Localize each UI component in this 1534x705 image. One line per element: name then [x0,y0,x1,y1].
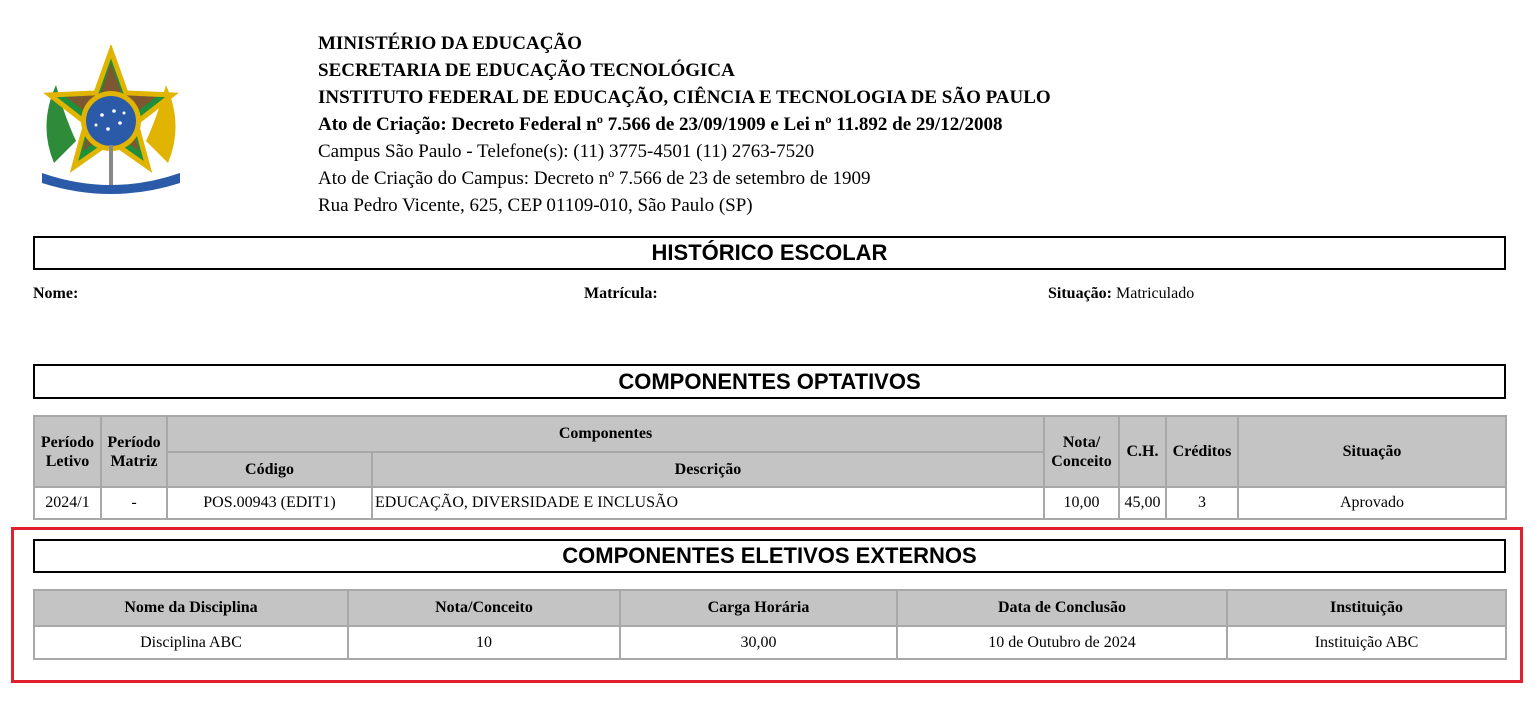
student-name-field [33,285,78,303]
student-situacao-label: Situação: [1048,285,1112,302]
header-descricao: Descrição [372,452,1044,487]
cell-ch: 45,00 [1119,487,1166,519]
header-data-conclusao: Data de Conclusão [897,590,1227,626]
cell-periodo-letivo: 2024/1 [34,487,101,519]
optativos-table [33,415,1507,520]
student-matricula-label: Matrícula: [584,285,658,302]
cell-nota: 10,00 [1044,487,1119,519]
cell-creditos: 3 [1166,487,1238,519]
cell-situacao: Aprovado [1238,487,1506,519]
eletivos-table [33,589,1507,660]
header-nota-line1: Nota/ [1062,433,1101,451]
header-periodo-matriz-line2: Matriz [110,452,158,470]
header-nome-disciplina: Nome da Disciplina [34,590,348,626]
header-line-campus-phone: Campus São Paulo - Telefone(s): (11) 3775-4501 (11) 2763-7520 [318,141,815,162]
header-carga-horaria: Carga Horária [620,590,897,626]
cell-nome-disciplina: Disciplina ABC [34,626,348,659]
student-matricula-field [584,285,658,303]
header-instituicao: Instituição [1227,590,1506,626]
institution-header [318,30,1051,219]
header-periodo-letivo-line2: Letivo [45,452,90,470]
header-nota-conceito-eletivo: Nota/Conceito [348,590,620,626]
cell-instituicao: Instituição ABC [1227,626,1506,659]
header-line-creation-act: Ato de Criação: Decreto Federal nº 7.566 de 23/09/1909 e Lei nº 11.892 de 29/12/2008 [318,114,1003,135]
header-line-secretariat: SECRETARIA DE EDUCAÇÃO TECNOLÓGICA [318,60,735,81]
historico-title: HISTÓRICO ESCOLAR [33,236,1506,270]
cell-carga-horaria: 30,00 [620,626,897,659]
student-situacao-field [1048,285,1194,303]
header-line-institute: INSTITUTO FEDERAL DE EDUCAÇÃO, CIÊNCIA E TECNOLOGIA DE SÃO PAULO [318,87,1051,108]
header-periodo-letivo [34,416,101,487]
student-situacao-value: Matriculado [1116,285,1195,302]
header-nota-conceito [1044,416,1119,487]
cell-descricao: EDUCAÇÃO, DIVERSIDADE E INCLUSÃO [372,487,1044,519]
cell-nota-eletivo: 10 [348,626,620,659]
header-periodo-matriz-line1: Período [107,433,161,451]
header-line-ministry: MINISTÉRIO DA EDUCAÇÃO [318,33,582,54]
student-name-label: Nome: [33,285,79,302]
header-codigo: Código [167,452,372,487]
header-componentes: Componentes [167,416,1044,452]
table-row [34,626,1506,659]
header-periodo-letivo-line1: Período [40,433,95,451]
header-ch: C.H. [1119,416,1166,487]
brazil-coat-of-arms-icon [34,45,188,197]
header-periodo-matriz [101,416,167,487]
cell-periodo-matriz: - [101,487,167,519]
header-line-campus-act: Ato de Criação do Campus: Decreto nº 7.566 de 23 de setembro de 1909 [318,168,871,189]
table-row [34,487,1506,519]
header-line-address: Rua Pedro Vicente, 625, CEP 01109-010, São Paulo (SP) [318,195,753,216]
header-creditos: Créditos [1166,416,1238,487]
eletivos-title: COMPONENTES ELETIVOS EXTERNOS [33,539,1506,573]
cell-codigo: POS.00943 (EDIT1) [167,487,372,519]
header-situacao: Situação [1238,416,1506,487]
optativos-title: COMPONENTES OPTATIVOS [33,364,1506,399]
cell-data-conclusao: 10 de Outubro de 2024 [897,626,1227,659]
header-nota-line2: Conceito [1051,452,1112,470]
